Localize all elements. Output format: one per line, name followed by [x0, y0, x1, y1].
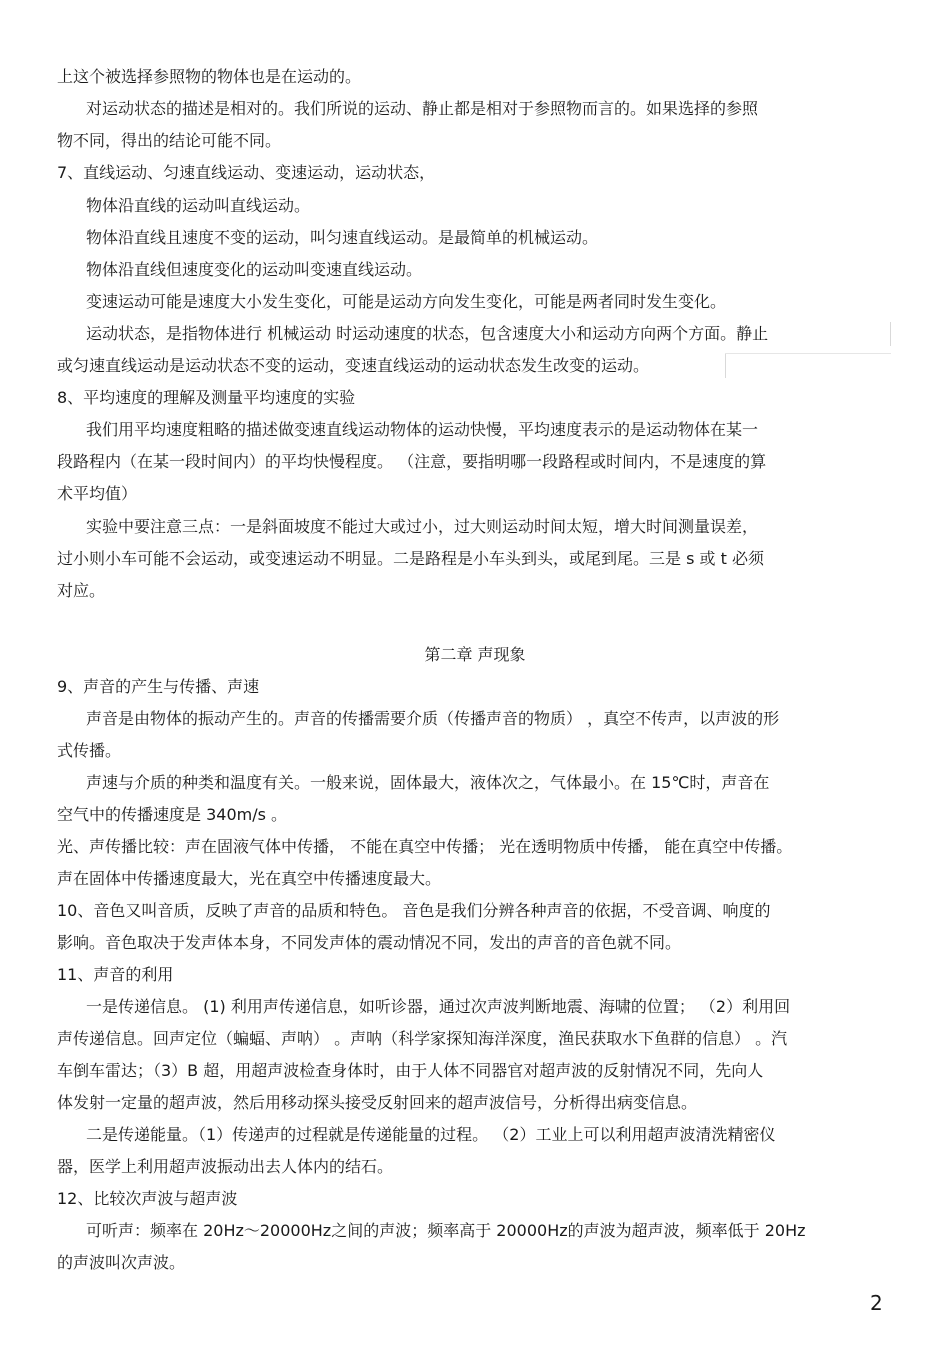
- text-line-30: 声传递信息。回声定位（蝙蝠、声呐） 。声呐（科学家探知海洋深度，渔民获取水下鱼群的信息） 。汽: [57, 1029, 788, 1048]
- text-line-2: 对运动状态的描述是相对的。我们所说的运动、静止都是相对于参照物而言的。如果选择的参照: [86, 99, 759, 118]
- text-line-8: 变速运动可能是速度大小发生变化，可能是运动方向发生变化，可能是两者同时发生变化。: [86, 292, 727, 311]
- section-heading-10: 10、音色又叫音质，反映了声音的品质和特色。 音色是我们分辨各种声音的依据，不受音调、响度的: [57, 901, 771, 920]
- box-rule-right-1: [890, 322, 891, 346]
- text-line-10: 或匀速直线运动是运动状态不变的运动，变速直线运动的运动状态发生改变的运动。: [57, 356, 650, 375]
- text-line-31: 车倒车雷达；（3）B 超，用超声波检查身体时，由于人体不同器官对超声波的反射情况不同，先向人: [57, 1061, 764, 1080]
- page-number: 2: [870, 1291, 883, 1315]
- section-heading-12: 12、比较次声波与超声波: [57, 1189, 238, 1208]
- text-line-17: 对应。: [57, 581, 106, 600]
- text-line-23: 空气中的传播速度是 340m/s 。: [57, 805, 288, 824]
- box-rule-step: [725, 353, 891, 354]
- text-line-16: 过小则小车可能不会运动，或变速运动不明显。二是路程是小车头到头，或尾到尾。三是 s 或 t 必须: [57, 549, 764, 568]
- text-line-21: 式传播。: [57, 741, 122, 760]
- text-line-22: 声速与介质的种类和温度有关。一般来说，固体最大，液体次之，气体最小。在 15℃时，声音在: [86, 773, 770, 792]
- section-heading-8: 8、平均速度的理解及测量平均速度的实验: [57, 388, 356, 407]
- text-line-34: 器，医学上利用超声波振动出去人体内的结石。: [57, 1157, 394, 1176]
- box-rule-right-2: [725, 354, 726, 378]
- text-line-29: 一是传递信息。 (1) 利用声传递信息，如听诊器，通过次声波判断地震、海啸的位置； （2）利用回: [86, 997, 791, 1016]
- text-line-13: 段路程内（在某一段时间内）的平均快慢程度。 （注意，要指明哪一段路程或时间内，不是速度的算: [57, 452, 767, 471]
- text-line-20: 声音是由物体的振动产生的。声音的传播需要介质（传播声音的物质） ，真空不传声，以声波的形: [86, 709, 780, 728]
- text-line-36: 可听声：频率在 20Hz～20000Hz之间的声波；频率高于 20000Hz的声波为超声波，频率低于 20Hz: [86, 1221, 806, 1240]
- text-line-37: 的声波叫次声波。: [57, 1253, 186, 1272]
- text-line-6: 物体沿直线且速度不变的运动，叫匀速直线运动。是最简单的机械运动。: [86, 228, 599, 247]
- text-line-27: 影响。音色取决于发声体本身，不同发声体的震动情况不同，发出的声音的音色就不同。: [57, 933, 682, 952]
- text-line-7: 物体沿直线但速度变化的运动叫变速直线运动。: [86, 260, 423, 279]
- text-line-5: 物体沿直线的运动叫直线运动。: [86, 196, 311, 215]
- text-line-33: 二是传递能量。（1）传递声的过程就是传递能量的过程。 （2）工业上可以利用超声波清洗精密仪: [86, 1125, 776, 1144]
- section-heading-11: 11、声音的利用: [57, 965, 174, 984]
- chapter-title: 第二章 声现象: [424, 645, 526, 664]
- text-line-24: 光、声传播比较：声在固液气体中传播， 不能在真空中传播； 光在透明物质中传播， 能在真空中传播。: [57, 837, 793, 856]
- text-line-9: 运动状态，是指物体进行 机械运动 时运动速度的状态，包含速度大小和运动方向两个方面。静止: [86, 324, 769, 343]
- text-line-12: 我们用平均速度粗略的描述做变速直线运动物体的运动快慢，平均速度表示的是运动物体在某一: [86, 420, 759, 439]
- text-line-15: 实验中要注意三点：一是斜面坡度不能过大或过小，过大则运动时间太短，增大时间测量误差，: [86, 517, 759, 536]
- section-heading-9: 9、声音的产生与传播、声速: [57, 677, 260, 696]
- text-line-14: 术平均值）: [57, 484, 138, 503]
- text-line-32: 体发射一定量的超声波，然后用移动探头接受反射回来的超声波信号，分析得出病变信息。: [57, 1093, 698, 1112]
- text-line-25: 声在固体中传播速度最大，光在真空中传播速度最大。: [57, 869, 442, 888]
- text-line-1: 上这个被选择参照物的物体也是在运动的。: [57, 67, 362, 86]
- text-line-3: 物不同，得出的结论可能不同。: [57, 131, 282, 150]
- section-heading-7: 7、直线运动、匀速直线运动、变速运动，运动状态，: [57, 163, 436, 182]
